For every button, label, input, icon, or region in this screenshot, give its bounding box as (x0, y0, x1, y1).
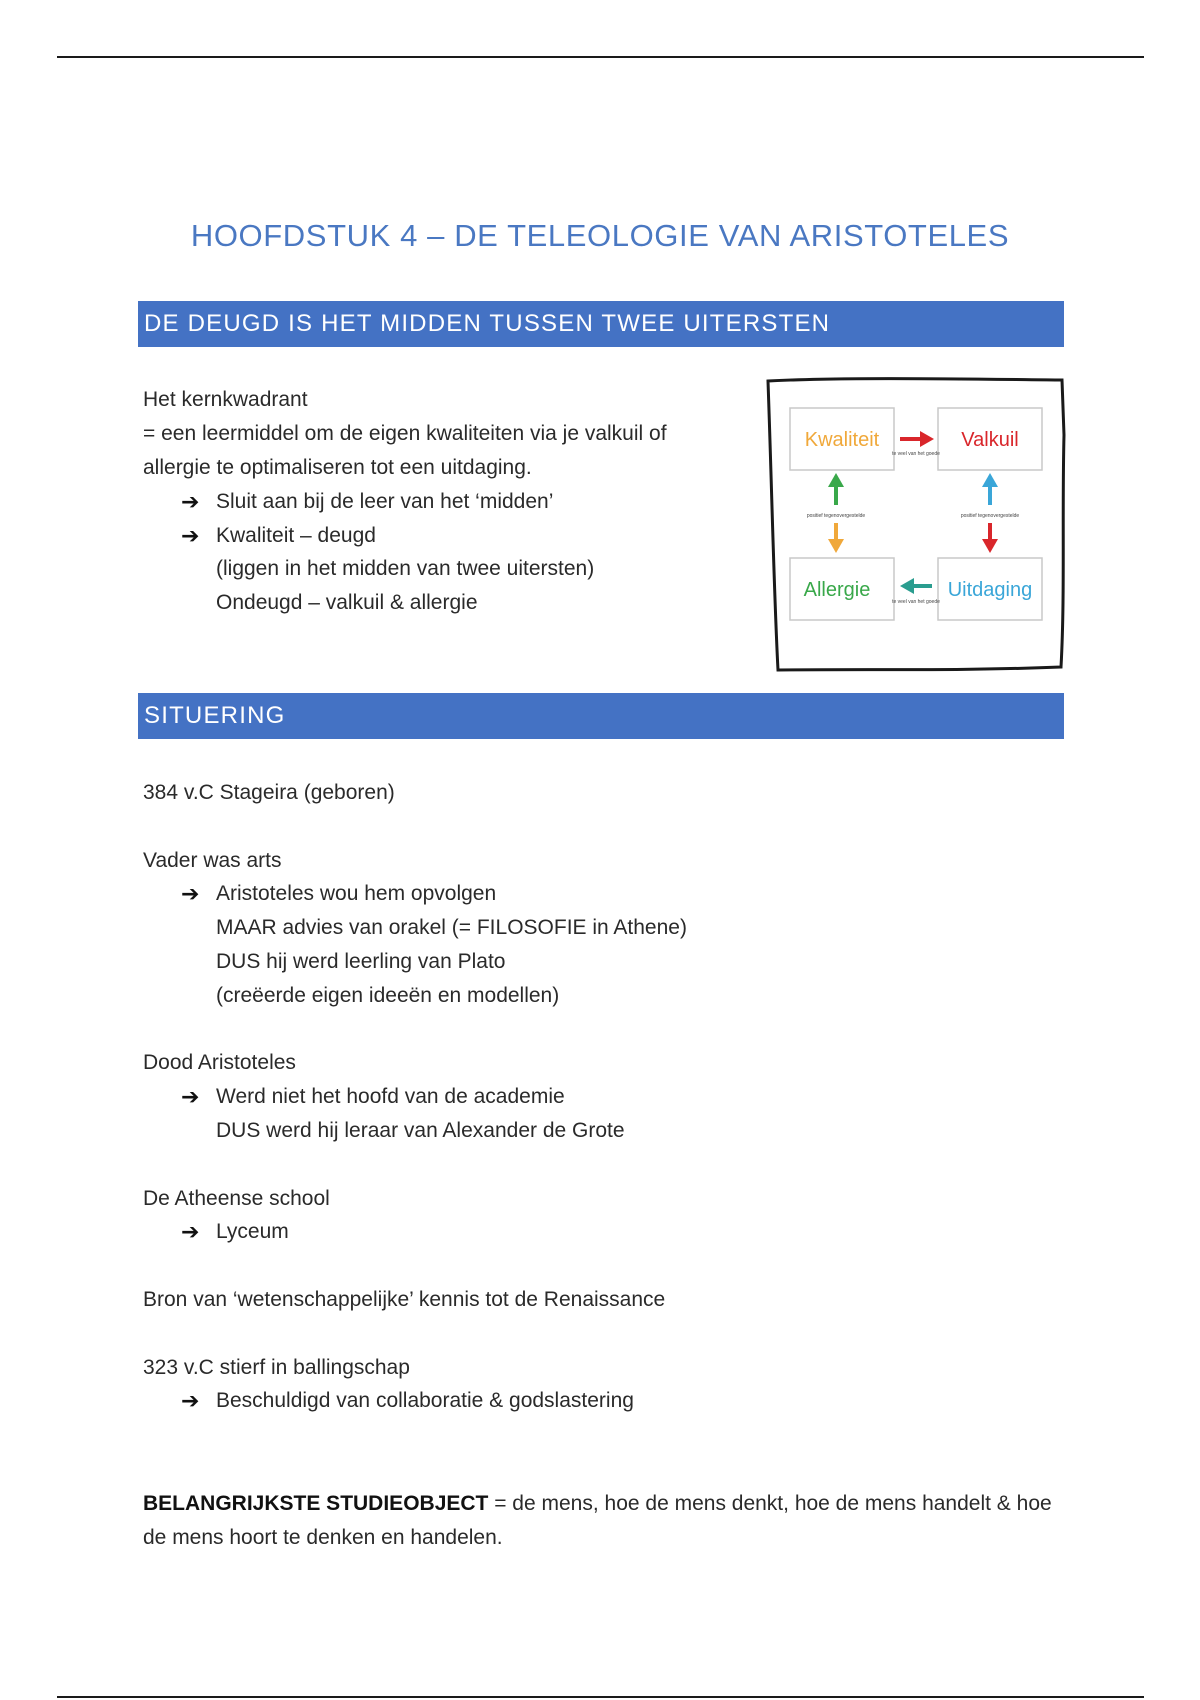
sub-alexander: DUS werd hij leraar van Alexander de Grote (216, 1119, 625, 1142)
kernkwadrant-label: Het kernkwadrant (143, 388, 308, 411)
arrow-icon: ➔ (181, 523, 200, 548)
bottom-rule (57, 1696, 1144, 1698)
bullet-kwaliteit-deugd: Kwaliteit – deugd (216, 524, 376, 547)
arrow-icon: ➔ (181, 1084, 200, 1109)
conclusion-rest: = de mens, hoe de mens denkt, hoe de mens handelt & hoe (488, 1492, 1052, 1515)
bullet-beschuldigd: Beschuldigd van collaboratie & godslastering (216, 1389, 634, 1412)
label-allergie: Allergie (803, 579, 871, 601)
arrow-icon: ➔ (181, 881, 200, 906)
sub-plato: DUS hij werd leerling van Plato (216, 950, 506, 973)
arrow-icon: ➔ (181, 1388, 200, 1413)
dood-line: Dood Aristoteles (143, 1051, 296, 1074)
label-positief-left: positief tegenovergestelde (806, 513, 866, 519)
section-heading-situering: SITUERING (138, 693, 1064, 739)
indented-ondeugd: Ondeugd – valkuil & allergie (216, 591, 478, 614)
vader-line: Vader was arts (143, 849, 282, 872)
indented-uitersten: (liggen in het midden van twee uitersten) (216, 557, 595, 580)
label-valkuil: Valkuil (961, 429, 1019, 451)
label-teveel-top: te veel van het goede (892, 451, 940, 457)
label-teveel-bottom: te veel van het goede (892, 599, 940, 605)
bullet-opvolgen: Aristoteles wou hem opvolgen (216, 882, 497, 905)
top-rule (57, 56, 1144, 58)
bullet-lyceum: Lyceum (216, 1220, 289, 1243)
arrow-icon: ➔ (181, 489, 200, 514)
arrow-icon: ➔ (181, 1219, 200, 1244)
kernkwadrant-diagram (764, 375, 1066, 673)
label-positief-right: positief tegenovergestelde (960, 513, 1020, 519)
conclusion-line-1 (143, 1487, 1052, 1521)
definition-line-1: = een leermiddel om de eigen kwaliteiten via je valkuil of (143, 422, 667, 445)
conclusion-bold: BELANGRIJKSTE STUDIEOBJECT (143, 1492, 489, 1515)
bullet-academie: Werd niet het hoofd van de academie (216, 1085, 565, 1108)
section-heading-deugd: DE DEUGD IS HET MIDDEN TUSSEN TWEE UITERSTEN (138, 301, 1064, 347)
sub-orakel: MAAR advies van orakel (= FILOSOFIE in Athene) (216, 916, 687, 939)
geboren-line: 384 v.C Stageira (geboren) (143, 781, 395, 804)
definition-line-2: allergie te optimaliseren tot een uitdaging. (143, 456, 532, 479)
bron-line: Bron van ‘wetenschappelijke’ kennis tot de Renaissance (143, 1288, 666, 1311)
stierf-line: 323 v.C stierf in ballingschap (143, 1356, 410, 1379)
bullet-midden: Sluit aan bij de leer van het ‘midden’ (216, 490, 554, 513)
label-kwaliteit: Kwaliteit (804, 429, 880, 451)
page-title: HOOFDSTUK 4 – DE TELEOLOGIE VAN ARISTOTELES (190, 218, 1010, 253)
sub-ideeen: (creëerde eigen ideeën en modellen) (216, 984, 560, 1007)
conclusion-line-2: de mens hoort te denken en handelen. (143, 1526, 503, 1549)
label-uitdaging: Uitdaging (947, 579, 1033, 601)
atheense-line: De Atheense school (143, 1187, 330, 1210)
